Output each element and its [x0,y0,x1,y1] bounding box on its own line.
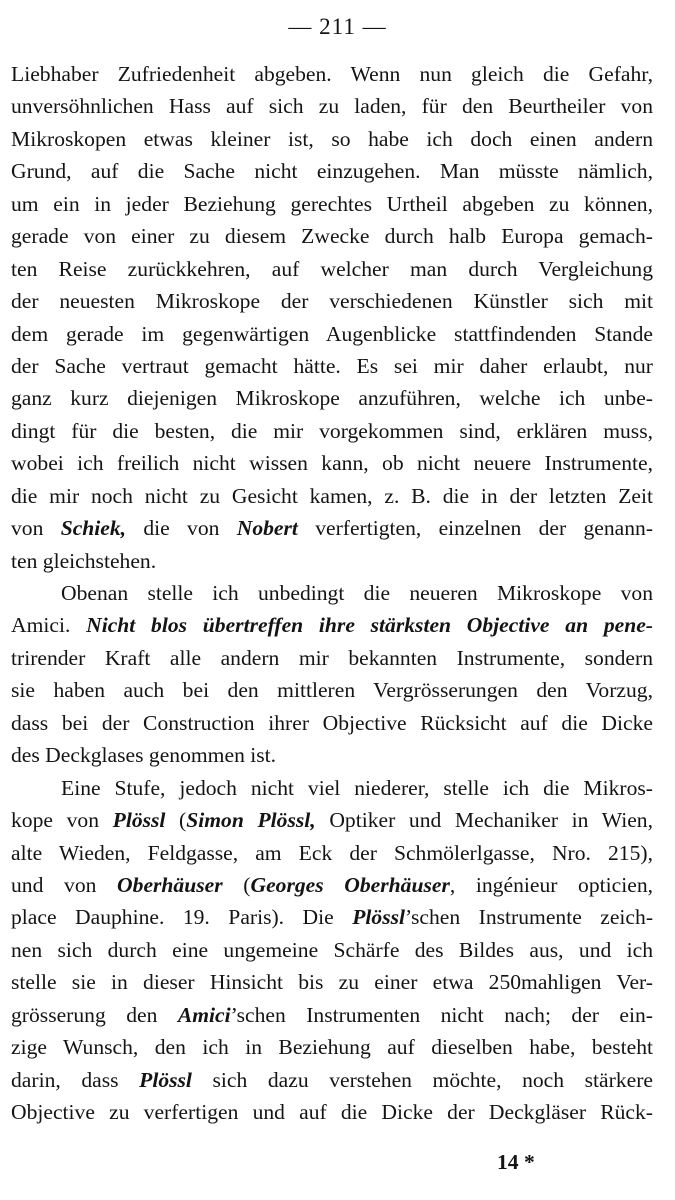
text-segment: ( [165,808,187,833]
text-line [11,901,653,933]
text-segment: ’schen Instrumenten nicht nach; der ein- [230,1002,654,1027]
text-line [11,382,653,414]
text-line [11,155,653,187]
text-line [11,480,653,512]
text-line [11,674,653,706]
text-line [11,837,653,869]
text-segment: stelle sie in dieser Hinsicht bis zu einer etwa 250mahligen Ver- [11,970,653,995]
text-line [11,1031,653,1063]
text-segment: nen sich durch eine ungemeine Schärfe des Bildes aus, und ich [11,937,653,962]
text-line [11,577,653,609]
text-segment: um ein in jeder Beziehung gerechtes Urtheil abgeben zu können, [11,191,653,216]
text-line [11,188,653,220]
text-segment: verfertigten, einzelnen der genann- [297,516,654,541]
text-line [11,447,653,479]
signature-mark: 14 * [497,1150,535,1174]
text-segment: die von [126,516,237,541]
page-number: — 211 — [288,14,387,39]
text-line [11,739,653,771]
text-segment: des Deckglases genommen ist. [11,743,277,768]
text-segment: ’schen Instrumente zeich- [405,905,654,930]
text-line [11,609,653,641]
text-segment: alte Wieden, Feldgasse, am Eck der Schmölerlgasse, Nro. 215), [11,840,653,865]
text-line [11,999,653,1031]
text-line [11,804,653,836]
text-segment: Eine Stufe, jedoch nicht viel niederer, stelle ich die Mikros- [61,775,653,800]
text-line [11,220,653,252]
text-line [11,1096,653,1128]
proper-name: Plössl [352,905,406,930]
proper-name: Schiek, [60,516,127,541]
text-segment: darin, dass [11,1067,140,1092]
text-line [11,1064,653,1096]
text-segment: , ingénieur opticien, [449,872,654,897]
text-line [11,415,653,447]
text-segment: Objective zu verfertigen und auf die Dicke der Deckgläser Rück- [11,1100,653,1124]
text-line [11,350,653,382]
text-segment: ten gleichstehen. [11,548,157,573]
text-line [11,285,653,317]
text-line [11,90,653,122]
text-line [11,318,653,350]
proper-name: Plössl [139,1067,192,1092]
text-segment: Amici. [11,613,71,638]
proper-name: Simon Plössl, [186,808,316,833]
text-segment: der neuesten Mikroskope der verschiedenen Künstler sich mit [11,289,653,314]
text-line [11,58,653,90]
proper-name: Georges Oberhäuser [250,872,450,897]
text-segment: unversöhnlichen Hass auf sich zu laden, für den Beurtheiler von [11,94,653,119]
proper-name: Plössl [112,808,166,833]
text-segment: kope von [11,808,113,833]
text-segment: dass bei der Construction ihrer Objective Rücksicht auf die Dicke [11,710,653,735]
text-segment: gerade von einer zu diesem Zwecke durch halb Europa gemach- [11,224,653,249]
text-segment: wobei ich freilich nicht wissen kann, ob nicht neuere Instrumente, [11,451,653,476]
proper-name: Amici [177,1002,231,1027]
text-segment: ganz kurz diejenigen Mikroskope anzuführen, welche ich unbe- [11,386,653,411]
text-segment: trirender Kraft alle andern mir bekannten Instrumente, sondern [11,645,653,670]
text-line [11,934,653,966]
text-segment: Grund, auf die Sache nicht einzugehen. Man müsste nämlich, [11,159,653,184]
text-segment: Liebhaber Zufriedenheit abgeben. Wenn nun gleich die Gefahr, [11,62,653,86]
proper-name: Nobert [236,516,298,541]
text-segment: sich dazu verstehen möchte, noch stärkere [191,1067,653,1092]
text-line [11,545,653,577]
text-segment: dingt für die besten, die mir vorgekommen sind, erklären muss, [11,418,653,443]
text-line [11,707,653,739]
body-text [11,58,653,1128]
text-segment: die mir noch nicht zu Gesicht kamen, z. B. die in der letzten Zeit [11,483,653,508]
text-segment: von [11,516,61,541]
text-line [11,642,653,674]
text-segment: ( [222,872,251,897]
proper-name: Nicht blos übertreffen ihre stärksten Objective an pene- [70,613,653,638]
text-segment: place Dauphine. 19. Paris). Die [11,905,353,930]
text-line [11,772,653,804]
text-segment: Mikroskopen etwas kleiner ist, so habe ich doch einen andern [11,126,653,151]
text-segment: sie haben auch bei den mittleren Vergrösserungen den Vorzug, [11,678,653,703]
text-line [11,123,653,155]
text-segment: ten Reise zurückkehren, auf welcher man durch Vergleichung [11,256,653,281]
text-segment: Optiker und Mechaniker in Wien, [315,808,653,833]
text-segment: und von [11,872,118,897]
text-segment: Obenan stelle ich unbedingt die neueren Mikroskope von [61,581,653,605]
text-line [11,253,653,285]
text-line [11,512,653,544]
text-line [11,966,653,998]
text-segment: grösserung den [11,1002,178,1027]
proper-name: Oberhäuser [117,872,223,897]
text-segment: der Sache vertraut gemacht hätte. Es sei mir daher erlaubt, nur [11,353,653,378]
text-line [11,869,653,901]
text-segment: dem gerade im gegenwärtigen Augenblicke stattfindenden Stande [11,321,653,346]
text-segment: zige Wunsch, den ich in Beziehung auf dieselben habe, besteht [11,1035,653,1060]
